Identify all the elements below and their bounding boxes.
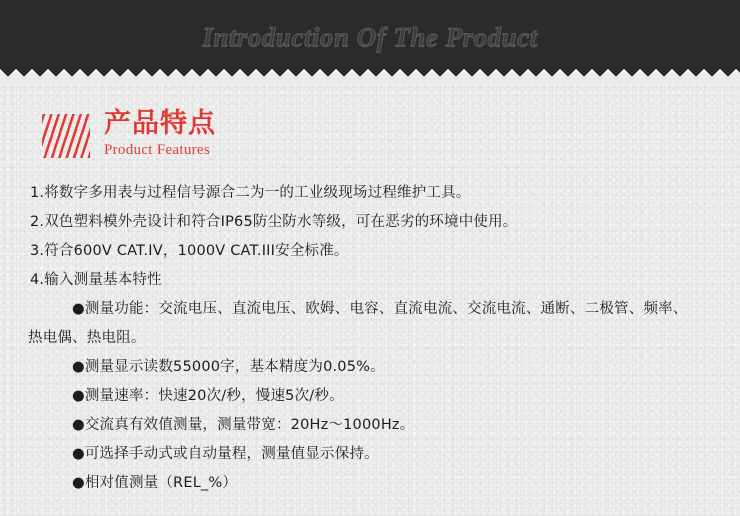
feature-item: ●测量功能：交流电压、直流电压、欧姆、电容、直流电流、交流电流、通断、二极管、频率、	[72, 301, 688, 318]
feature-item: 1.将数字多用表与过程信号源合二为一的工业级现场过程维护工具。	[30, 185, 471, 202]
feature-item: ●测量速率：快速20次/秒，慢速5次/秒。	[72, 388, 344, 405]
hatch-decoration-icon	[42, 114, 90, 158]
header-banner	[0, 0, 740, 84]
feature-item: 4.输入测量基本特性	[30, 272, 162, 289]
feature-item: ●相对值测量（REL_%）	[72, 475, 238, 492]
section-title-cn: 产品特点	[104, 108, 216, 139]
feature-item: 3.符合600V CAT.IV，1000V CAT.III安全标准。	[30, 243, 349, 260]
section-header	[42, 110, 740, 159]
feature-item: ●测量显示读数55000字，基本精度为0.05%。	[72, 359, 385, 376]
feature-item: 2.双色塑料模外壳设计和符合IP65防尘防水等级，可在恶劣的环境中使用。	[30, 214, 518, 231]
feature-item: 热电偶、热电阻。	[28, 330, 146, 347]
section-title-en: Product Features	[104, 142, 211, 159]
section-title-group	[104, 110, 216, 159]
zigzag-divider	[0, 69, 740, 84]
feature-item: ●交流真有效值测量，测量带宽：20Hz～1000Hz。	[72, 417, 415, 434]
features-list	[28, 179, 716, 498]
feature-item: ●可选择手动式或自动量程，测量值显示保持。	[72, 446, 379, 463]
banner-title: Introduction Of The Product	[202, 22, 538, 52]
